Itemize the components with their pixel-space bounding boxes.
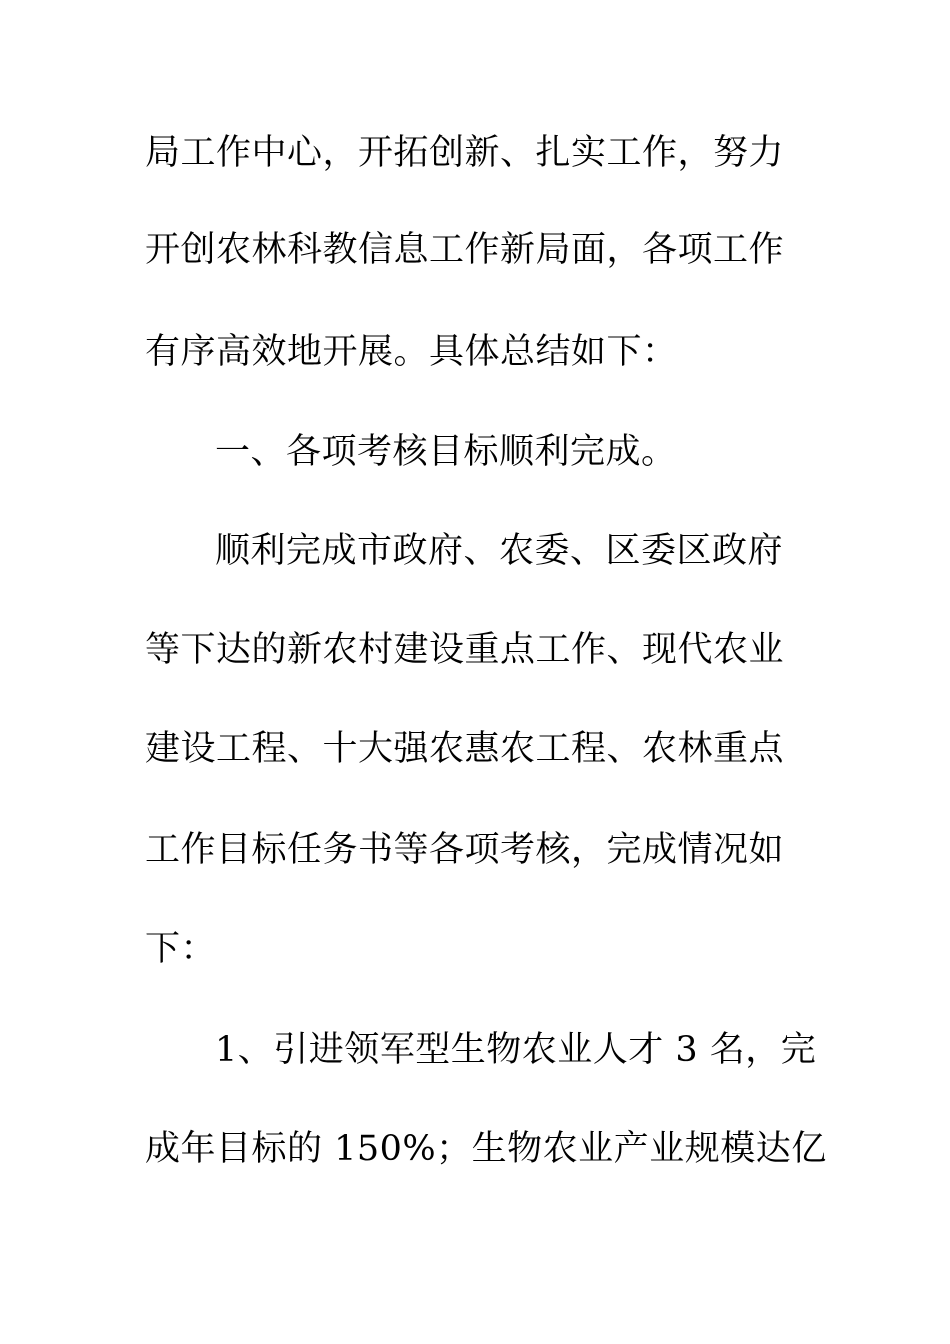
paragraph-line: 工作目标任务书等各项考核，完成情况如 <box>145 830 785 870</box>
section-heading: 一、各项考核目标顺利完成。 <box>215 432 677 472</box>
paragraph-line: 等下达的新农村建设重点工作、现代农业 <box>145 630 785 670</box>
paragraph-line: 开创农林科教信息工作新局面，各项工作 <box>145 230 785 270</box>
list-item: 1、引进领军型生物农业人才 3 名，完 <box>215 1030 817 1070</box>
paragraph-line: 有序高效地开展。具体总结如下： <box>145 332 678 372</box>
paragraph-line: 建设工程、十大强农惠农工程、农林重点 <box>145 729 785 769</box>
paragraph-line: 下： <box>145 929 217 969</box>
paragraph-line: 顺利完成市政府、农委、区委区政府 <box>215 531 784 571</box>
paragraph-line: 局工作中心，开拓创新、扎实工作，努力 <box>145 133 785 173</box>
paragraph-line: 成年目标的 150%；生物农业产业规模达亿 <box>145 1129 827 1169</box>
